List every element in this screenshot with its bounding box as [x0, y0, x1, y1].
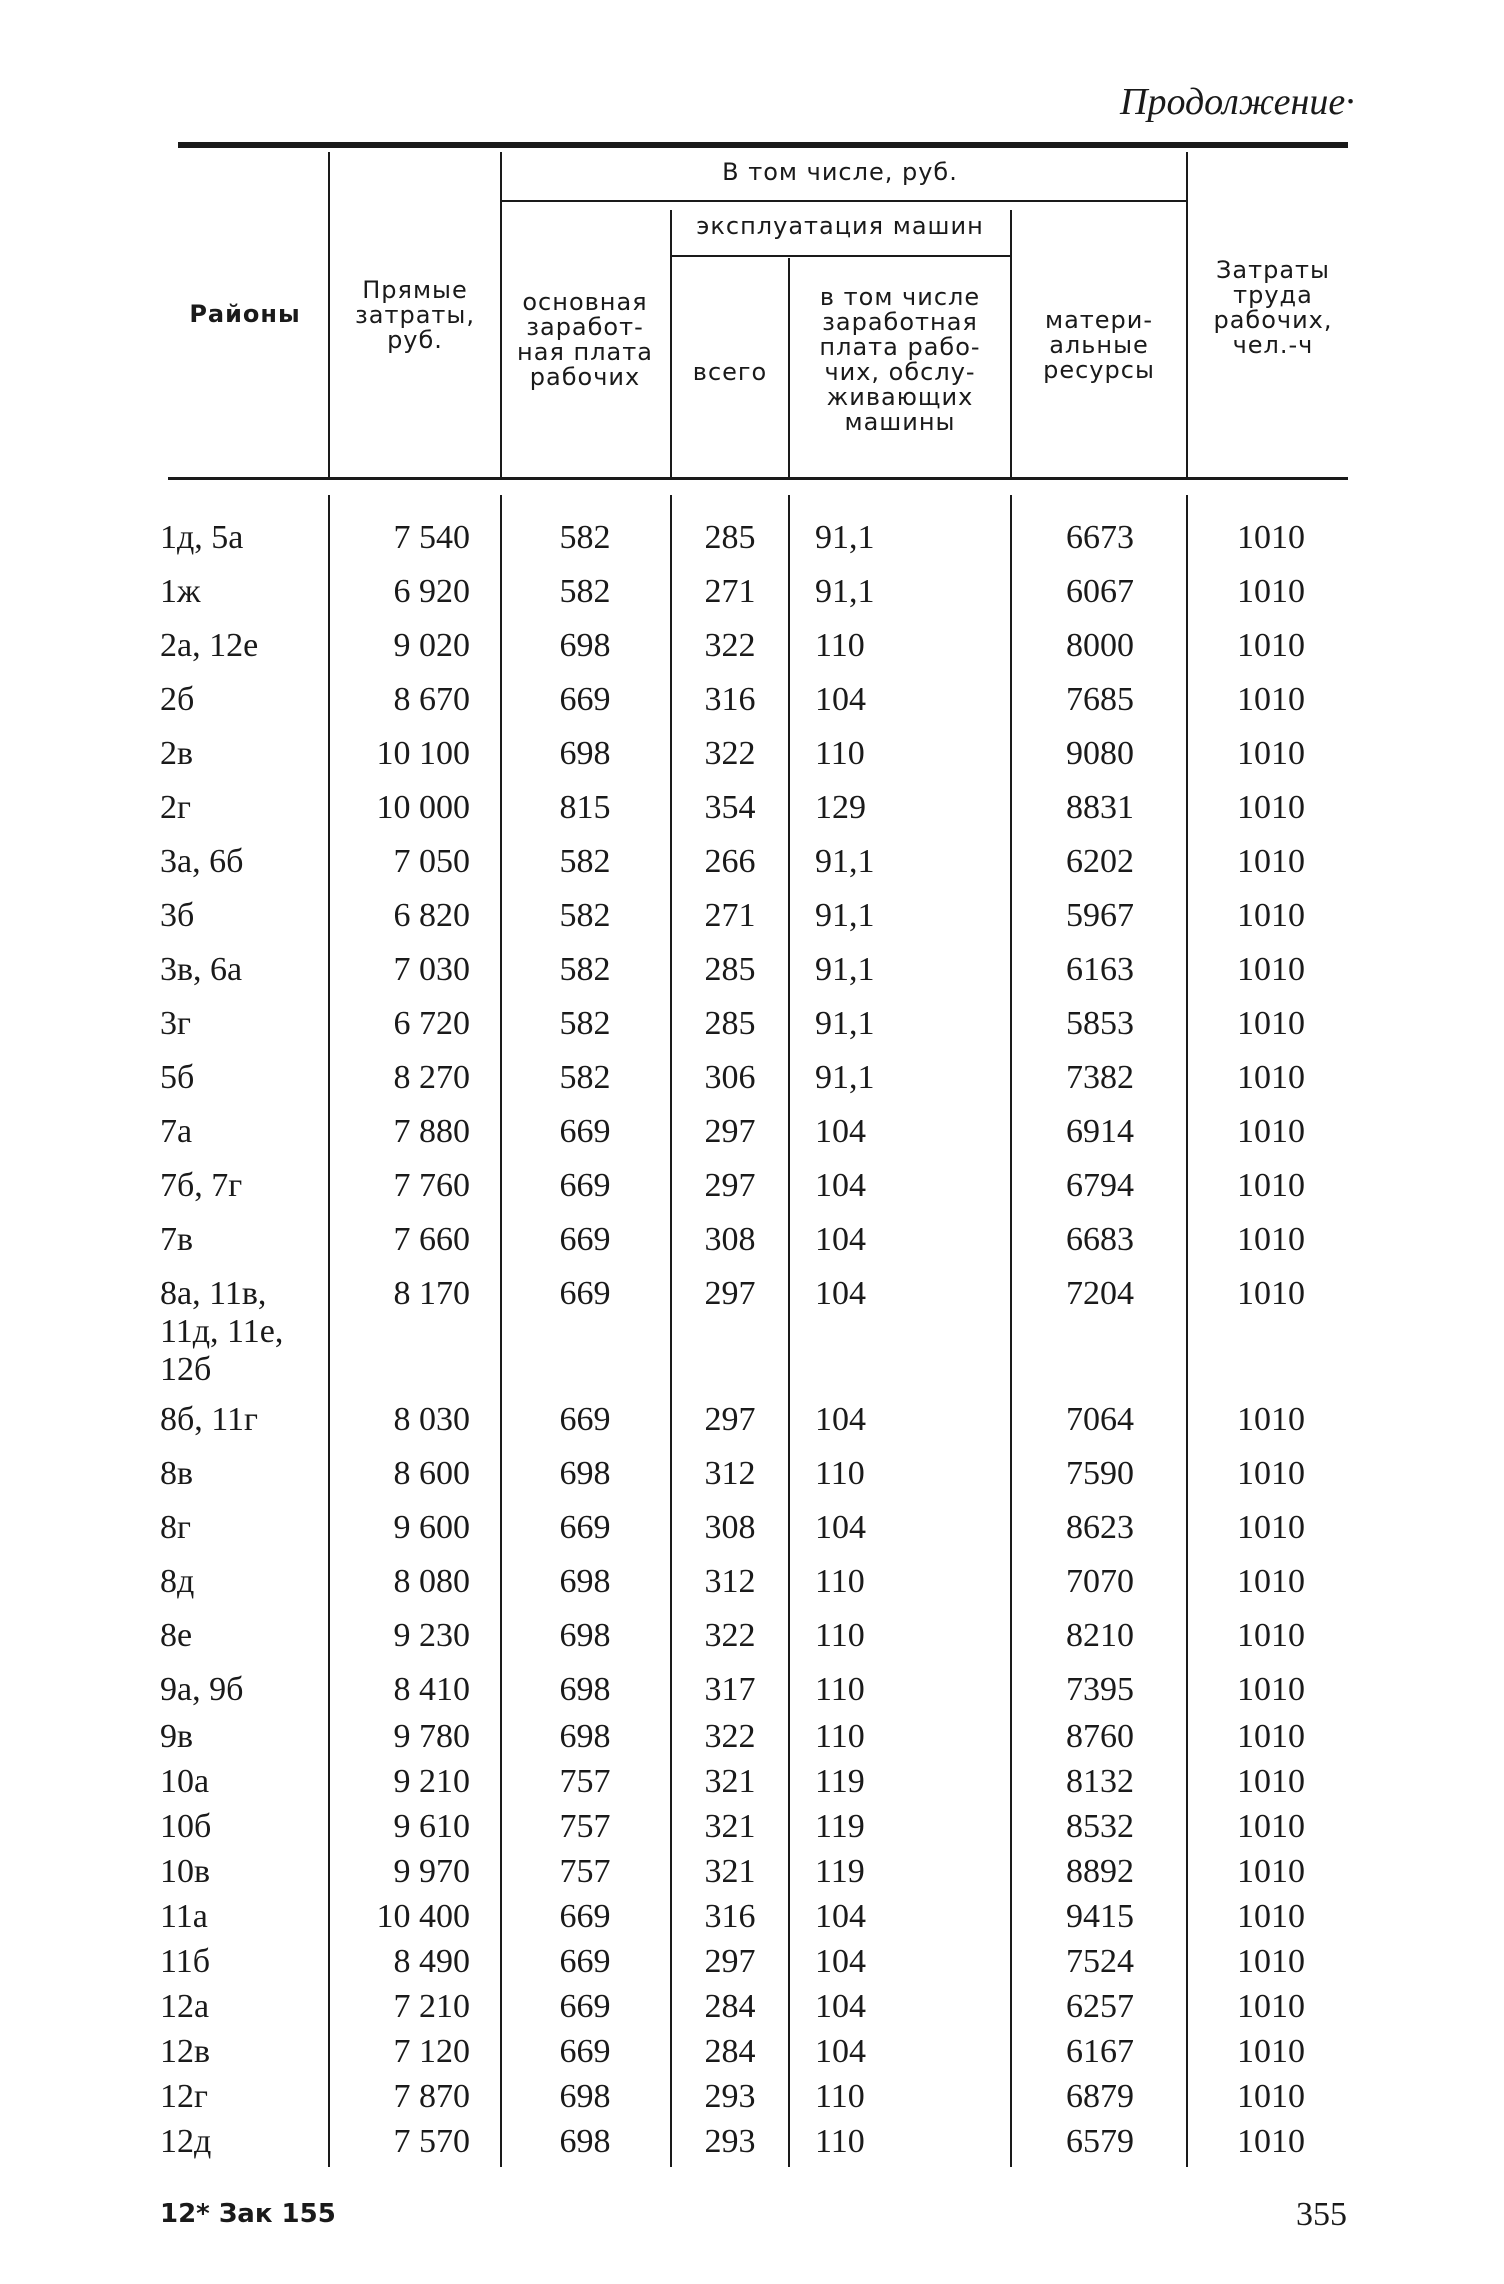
cell-base-wage: 669 [559, 1509, 611, 1546]
table-row [0, 1853, 1504, 1901]
continuation-label: Продолжение· [1120, 81, 1355, 123]
table-row [0, 1763, 1504, 1811]
cell-labor: 1010 [1237, 1563, 1305, 1600]
cell-machines-total: 266 [704, 843, 756, 880]
cell-machines-total: 317 [704, 1671, 756, 1708]
cell-machines-total: 308 [704, 1509, 756, 1546]
cell-machine-wage: 119 [815, 1853, 865, 1890]
cell-materials: 6579 [1066, 2123, 1134, 2160]
cell-labor: 1010 [1237, 627, 1305, 664]
cell-materials: 6167 [1066, 2033, 1134, 2070]
cell-region: 3а, 6б [160, 843, 244, 880]
cell-machines-total: 321 [704, 1808, 756, 1845]
cell-machines-total: 285 [704, 519, 756, 556]
cell-machines-total: 285 [704, 951, 756, 988]
cell-direct-costs: 7 880 [393, 1113, 470, 1150]
cell-materials: 5853 [1066, 1005, 1134, 1042]
cell-region: 10в [160, 1853, 211, 1890]
cell-direct-costs: 6 920 [393, 573, 470, 610]
cell-direct-costs: 7 120 [393, 2033, 470, 2070]
cell-materials: 8000 [1066, 627, 1134, 664]
cell-region: 12г [160, 2078, 208, 2115]
cell-labor: 1010 [1237, 1221, 1305, 1258]
cell-base-wage: 698 [559, 627, 611, 664]
cell-base-wage: 669 [559, 1167, 611, 1204]
cell-direct-costs: 6 820 [393, 897, 470, 934]
cell-direct-costs: 7 870 [393, 2078, 470, 2115]
cell-direct-costs: 7 540 [393, 519, 470, 556]
cell-machines-total: 297 [704, 1167, 756, 1204]
cell-direct-costs: 9 780 [393, 1718, 470, 1755]
table-row [0, 735, 1504, 783]
cell-machine-wage: 104 [815, 1275, 866, 1312]
cell-base-wage: 669 [559, 1988, 611, 2025]
cell-region: 3г [160, 1005, 191, 1042]
cell-materials: 6879 [1066, 2078, 1134, 2115]
table-row [0, 519, 1504, 567]
cell-direct-costs: 10 000 [376, 789, 470, 826]
table-row [0, 1005, 1504, 1053]
cell-materials: 6794 [1066, 1167, 1134, 1204]
cell-labor: 1010 [1237, 1718, 1305, 1755]
header-total: всего [692, 358, 768, 386]
cell-machine-wage: 104 [815, 1988, 866, 2025]
cell-machine-wage: 104 [815, 2033, 866, 2070]
cell-direct-costs: 7 050 [393, 843, 470, 880]
cell-machines-total: 322 [704, 735, 756, 772]
cell-base-wage: 582 [559, 843, 611, 880]
cell-direct-costs: 8 490 [393, 1943, 470, 1980]
table-row [0, 1059, 1504, 1107]
cell-machines-total: 284 [704, 1988, 756, 2025]
cell-base-wage: 582 [559, 897, 611, 934]
cell-materials: 8132 [1066, 1763, 1134, 1800]
cell-region: 10б [160, 1808, 212, 1845]
cell-base-wage: 669 [559, 681, 611, 718]
cell-base-wage: 757 [559, 1808, 611, 1845]
header-base-wage: основная заработ- ная плата рабочих [517, 288, 653, 391]
header-machine-wage: в том числе заработная плата рабо- чих, обслу- живающих машины [819, 283, 981, 436]
cell-direct-costs: 8 080 [393, 1563, 470, 1600]
cell-base-wage: 698 [559, 1718, 611, 1755]
cell-labor: 1010 [1237, 897, 1305, 934]
cell-machine-wage: 110 [815, 627, 865, 664]
table-row [0, 1898, 1504, 1946]
cell-base-wage: 698 [559, 2078, 611, 2115]
cell-region: 9а, 9б [160, 1671, 244, 1708]
cell-region: 8б, 11г [160, 1401, 258, 1438]
cell-machines-total: 297 [704, 1275, 756, 1312]
cell-labor: 1010 [1237, 1898, 1305, 1935]
cell-machine-wage: 104 [815, 1509, 866, 1546]
cell-region: 12а [160, 1988, 210, 2025]
cell-materials: 6202 [1066, 843, 1134, 880]
header-bottom-rule [168, 477, 1348, 480]
cell-materials: 7204 [1066, 1275, 1134, 1312]
cell-labor: 1010 [1237, 1167, 1305, 1204]
cell-machines-total: 284 [704, 2033, 756, 2070]
cell-base-wage: 815 [559, 789, 611, 826]
cell-materials: 7064 [1066, 1401, 1134, 1438]
cell-machines-total: 316 [704, 681, 756, 718]
cell-labor: 1010 [1237, 843, 1305, 880]
cell-base-wage: 582 [559, 1059, 611, 1096]
cell-machines-total: 297 [704, 1943, 756, 1980]
cell-direct-costs: 8 170 [393, 1275, 470, 1312]
cell-machine-wage: 91,1 [815, 519, 875, 556]
cell-labor: 1010 [1237, 1455, 1305, 1492]
table-row [0, 573, 1504, 621]
cell-base-wage: 757 [559, 1763, 611, 1800]
cell-materials: 9080 [1066, 735, 1134, 772]
cell-base-wage: 698 [559, 735, 611, 772]
table-row [0, 951, 1504, 999]
cell-base-wage: 669 [559, 1275, 611, 1312]
header-materials: матери- альные ресурсы [1043, 306, 1155, 384]
cell-machine-wage: 110 [815, 1718, 865, 1755]
cell-labor: 1010 [1237, 951, 1305, 988]
cell-region: 1ж [160, 573, 201, 610]
cell-machine-wage: 91,1 [815, 573, 875, 610]
cell-region: 7в [160, 1221, 194, 1258]
cell-labor: 1010 [1237, 1509, 1305, 1546]
cell-labor: 1010 [1237, 1275, 1305, 1312]
cell-region: 11б [160, 1943, 211, 1980]
cell-direct-costs: 9 970 [393, 1853, 470, 1890]
table-row [0, 1563, 1504, 1611]
cell-direct-costs: 9 230 [393, 1617, 470, 1654]
table-row [0, 1718, 1504, 1766]
cell-machine-wage: 104 [815, 1167, 866, 1204]
cell-labor: 1010 [1237, 2033, 1305, 2070]
cell-machines-total: 312 [704, 1455, 756, 1492]
cell-machines-total: 321 [704, 1763, 756, 1800]
table-row [0, 2078, 1504, 2126]
cell-base-wage: 698 [559, 2123, 611, 2160]
cell-labor: 1010 [1237, 573, 1305, 610]
cell-materials: 6257 [1066, 1988, 1134, 2025]
cell-region: 10а [160, 1763, 210, 1800]
cell-labor: 1010 [1237, 1988, 1305, 2025]
footer-signature: 12* Зак 155 [160, 2199, 336, 2229]
header-machine-operation: эксплуатация машин [696, 212, 984, 240]
cell-direct-costs: 6 720 [393, 1005, 470, 1042]
cell-machines-total: 322 [704, 1718, 756, 1755]
cell-machine-wage: 119 [815, 1763, 865, 1800]
cell-labor: 1010 [1237, 1617, 1305, 1654]
cell-base-wage: 757 [559, 1853, 611, 1890]
cell-materials: 6683 [1066, 1221, 1134, 1258]
cell-direct-costs: 7 570 [393, 2123, 470, 2160]
cell-labor: 1010 [1237, 735, 1305, 772]
page-number: 355 [1296, 2196, 1347, 2233]
header-labor: Затраты труда рабочих, чел.-ч [1213, 256, 1333, 359]
table-row [0, 1401, 1504, 1449]
cell-labor: 1010 [1237, 1113, 1305, 1150]
cell-machines-total: 297 [704, 1113, 756, 1150]
cell-region: 8г [160, 1509, 191, 1546]
cell-machine-wage: 91,1 [815, 951, 875, 988]
table-row [0, 2033, 1504, 2081]
cell-region: 2г [160, 789, 191, 826]
table-row [0, 1455, 1504, 1503]
cell-labor: 1010 [1237, 519, 1305, 556]
cell-direct-costs: 9 610 [393, 1808, 470, 1845]
cell-machine-wage: 119 [815, 1808, 865, 1845]
cell-base-wage: 698 [559, 1617, 611, 1654]
top-rule [178, 142, 1348, 148]
cell-materials: 8623 [1066, 1509, 1134, 1546]
cell-materials: 7524 [1066, 1943, 1134, 1980]
cell-machines-total: 293 [704, 2123, 756, 2160]
cell-materials: 6914 [1066, 1113, 1134, 1150]
cell-machines-total: 271 [704, 897, 756, 934]
cell-region: 3б [160, 897, 195, 934]
cell-machine-wage: 104 [815, 1113, 866, 1150]
cell-machine-wage: 110 [815, 1617, 865, 1654]
cell-region: 1д, 5а [160, 519, 244, 556]
cell-labor: 1010 [1237, 1059, 1305, 1096]
cell-materials: 6673 [1066, 519, 1134, 556]
cell-region: 12в [160, 2033, 211, 2070]
cell-direct-costs: 8 410 [393, 1671, 470, 1708]
cell-region: 2а, 12е [160, 627, 259, 664]
cell-base-wage: 582 [559, 1005, 611, 1042]
cell-labor: 1010 [1237, 2123, 1305, 2160]
cell-base-wage: 582 [559, 519, 611, 556]
table-row [0, 1113, 1504, 1161]
cell-materials: 8760 [1066, 1718, 1134, 1755]
cell-materials: 6067 [1066, 573, 1134, 610]
cell-machine-wage: 110 [815, 2123, 865, 2160]
cell-labor: 1010 [1237, 1808, 1305, 1845]
header-hline [670, 255, 1010, 257]
cell-region: 8в [160, 1455, 194, 1492]
cell-region: 8д [160, 1563, 195, 1600]
cell-machine-wage: 91,1 [815, 1005, 875, 1042]
cell-machines-total: 285 [704, 1005, 756, 1042]
cell-region: 9в [160, 1718, 194, 1755]
cell-region: 5б [160, 1059, 195, 1096]
table-row [0, 843, 1504, 891]
cell-labor: 1010 [1237, 1671, 1305, 1708]
cell-machine-wage: 104 [815, 1898, 866, 1935]
cell-region: 11а [160, 1898, 208, 1935]
cell-base-wage: 669 [559, 1943, 611, 1980]
cell-base-wage: 669 [559, 1113, 611, 1150]
cell-base-wage: 669 [559, 1401, 611, 1438]
cell-machines-total: 322 [704, 1617, 756, 1654]
cell-base-wage: 698 [559, 1671, 611, 1708]
cell-machine-wage: 110 [815, 1563, 865, 1600]
cell-machine-wage: 129 [815, 789, 866, 826]
cell-region: 12д [160, 2123, 212, 2160]
cell-materials: 8892 [1066, 1853, 1134, 1890]
cell-machine-wage: 91,1 [815, 1059, 875, 1096]
cell-region: 2б [160, 681, 195, 718]
cell-labor: 1010 [1237, 1401, 1305, 1438]
cell-base-wage: 698 [559, 1455, 611, 1492]
cell-labor: 1010 [1237, 789, 1305, 826]
header-region: Районы [189, 300, 301, 328]
header-including: В том числе, руб. [722, 158, 958, 186]
cell-direct-costs: 7 210 [393, 1988, 470, 2025]
table-row [0, 1943, 1504, 1991]
cell-materials: 5967 [1066, 897, 1134, 934]
table-row [0, 1617, 1504, 1665]
cell-region: 3в, 6а [160, 951, 243, 988]
cell-materials: 7685 [1066, 681, 1134, 718]
cell-machines-total: 306 [704, 1059, 756, 1096]
cell-labor: 1010 [1237, 1943, 1305, 1980]
cell-labor: 1010 [1237, 1005, 1305, 1042]
cell-materials: 7395 [1066, 1671, 1134, 1708]
cell-region: 8а, 11в, 11д, 11е, 12б [160, 1275, 284, 1388]
table-row [0, 681, 1504, 729]
cell-materials: 8210 [1066, 1617, 1134, 1654]
cell-machines-total: 312 [704, 1563, 756, 1600]
cell-machine-wage: 104 [815, 1401, 866, 1438]
cell-machine-wage: 104 [815, 1943, 866, 1980]
cell-labor: 1010 [1237, 1853, 1305, 1890]
cell-direct-costs: 10 400 [376, 1898, 470, 1935]
table-row [0, 1167, 1504, 1215]
table-row [0, 789, 1504, 837]
cell-direct-costs: 9 020 [393, 627, 470, 664]
header-hline [500, 200, 1186, 202]
cell-machine-wage: 110 [815, 735, 865, 772]
cell-labor: 1010 [1237, 2078, 1305, 2115]
cell-materials: 8532 [1066, 1808, 1134, 1845]
table-row [0, 1808, 1504, 1856]
table-row [0, 1988, 1504, 2036]
cell-region: 8е [160, 1617, 193, 1654]
cell-materials: 7382 [1066, 1059, 1134, 1096]
cell-machine-wage: 91,1 [815, 897, 875, 934]
cell-direct-costs: 8 600 [393, 1455, 470, 1492]
cell-direct-costs: 9 600 [393, 1509, 470, 1546]
cell-base-wage: 582 [559, 573, 611, 610]
cell-machines-total: 316 [704, 1898, 756, 1935]
cell-machines-total: 322 [704, 627, 756, 664]
cell-base-wage: 669 [559, 1221, 611, 1258]
cell-region: 7б, 7г [160, 1167, 243, 1204]
cell-labor: 1010 [1237, 1763, 1305, 1800]
cell-materials: 8831 [1066, 789, 1134, 826]
cell-direct-costs: 7 660 [393, 1221, 470, 1258]
cell-direct-costs: 7 030 [393, 951, 470, 988]
cell-direct-costs: 8 670 [393, 681, 470, 718]
header-divider [670, 210, 672, 477]
cell-machines-total: 271 [704, 573, 756, 610]
cell-machine-wage: 110 [815, 2078, 865, 2115]
cell-direct-costs: 10 100 [376, 735, 470, 772]
cell-region: 2в [160, 735, 194, 772]
cell-machine-wage: 110 [815, 1671, 865, 1708]
header-direct-costs: Прямые затраты, руб. [355, 276, 475, 354]
cell-machine-wage: 91,1 [815, 843, 875, 880]
header-divider [328, 152, 330, 477]
cell-direct-costs: 8 030 [393, 1401, 470, 1438]
cell-machines-total: 308 [704, 1221, 756, 1258]
cell-machine-wage: 104 [815, 1221, 866, 1258]
table-row [0, 2123, 1504, 2171]
cell-machines-total: 321 [704, 1853, 756, 1890]
cell-labor: 1010 [1237, 681, 1305, 718]
cell-direct-costs: 8 270 [393, 1059, 470, 1096]
cell-materials: 9415 [1066, 1898, 1134, 1935]
table-row [0, 897, 1504, 945]
cell-machine-wage: 110 [815, 1455, 865, 1492]
cell-machines-total: 297 [704, 1401, 756, 1438]
table-row [0, 1509, 1504, 1557]
cell-base-wage: 582 [559, 951, 611, 988]
cell-materials: 6163 [1066, 951, 1134, 988]
cell-materials: 7070 [1066, 1563, 1134, 1600]
cell-machines-total: 354 [704, 789, 756, 826]
table-row [0, 1221, 1504, 1269]
table-row [0, 627, 1504, 675]
table-row [0, 1671, 1504, 1719]
table-row [0, 1275, 1504, 1395]
cell-direct-costs: 7 760 [393, 1167, 470, 1204]
cell-base-wage: 698 [559, 1563, 611, 1600]
cell-machines-total: 293 [704, 2078, 756, 2115]
cell-materials: 7590 [1066, 1455, 1134, 1492]
cell-region: 7а [160, 1113, 193, 1150]
cell-base-wage: 669 [559, 2033, 611, 2070]
cell-direct-costs: 9 210 [393, 1763, 470, 1800]
cell-base-wage: 669 [559, 1898, 611, 1935]
cell-machine-wage: 104 [815, 681, 866, 718]
